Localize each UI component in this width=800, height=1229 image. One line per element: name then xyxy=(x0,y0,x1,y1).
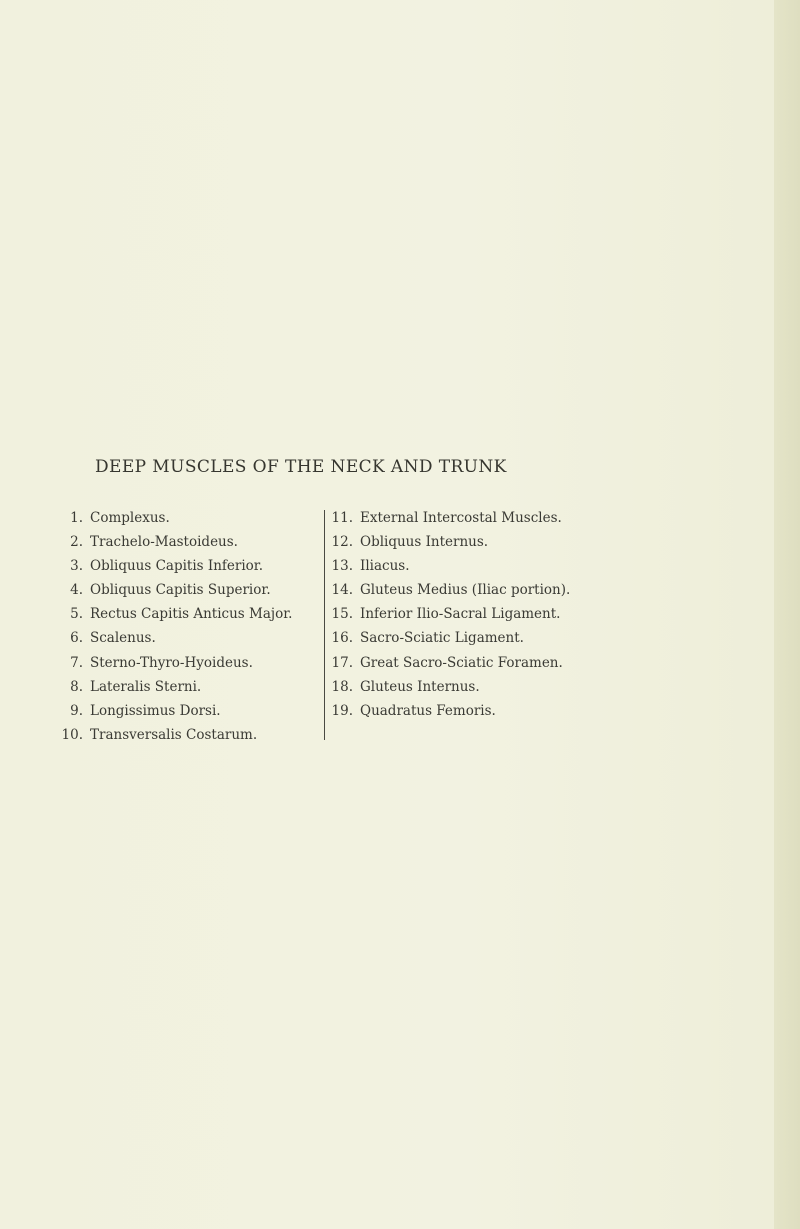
legend-item xyxy=(58,630,313,654)
legend-number: 11. xyxy=(331,510,353,526)
legend-number: 18. xyxy=(331,678,353,695)
legend-left-column xyxy=(58,510,313,751)
legend-item xyxy=(331,679,631,703)
legend-item xyxy=(331,582,631,606)
legend-item xyxy=(331,630,631,654)
legend-number: 14. xyxy=(331,582,353,599)
legend-item xyxy=(58,606,313,630)
legend-item xyxy=(58,655,313,679)
legend-item xyxy=(58,534,313,558)
legend-number: 7. xyxy=(70,654,83,671)
legend-label: Sacro-Sciatic Ligament. xyxy=(360,630,524,647)
page-title: DEEP MUSCLES OF THE NECK AND TRUNK xyxy=(95,457,507,477)
legend-label: Lateralis Sterni. xyxy=(90,678,202,695)
legend-label: Obliquus Capitis Superior. xyxy=(90,582,271,599)
legend-item xyxy=(331,558,631,582)
legend-label: Transversalis Costarum. xyxy=(90,726,258,743)
legend-number: 3. xyxy=(70,558,83,575)
legend-item xyxy=(58,582,313,606)
legend-number: 2. xyxy=(70,534,83,551)
legend-label: Scalenus. xyxy=(90,630,156,647)
legend-item xyxy=(58,679,313,703)
legend-item xyxy=(331,655,631,679)
legend-label: Quadratus Femoris. xyxy=(360,702,496,719)
legend-item xyxy=(331,510,631,534)
legend-item xyxy=(58,703,313,727)
legend-number: 16. xyxy=(331,630,353,647)
legend-number: 17. xyxy=(331,654,353,671)
page-edge xyxy=(774,0,800,1229)
legend-number: 8. xyxy=(70,678,83,695)
legend-label: Longissimus Dorsi. xyxy=(90,702,221,719)
legend-label: Complexus. xyxy=(90,510,170,526)
legend-label: Great Sacro-Sciatic Foramen. xyxy=(360,654,563,671)
legend-number: 13. xyxy=(331,558,353,575)
legend-label: Sterno-Thyro-Hyoideus. xyxy=(90,654,253,671)
legend-label: Iliacus. xyxy=(360,558,410,575)
legend-item xyxy=(58,510,313,534)
legend-label: External Intercostal Muscles. xyxy=(360,510,562,526)
legend-number: 10. xyxy=(61,726,83,743)
legend-number: 19. xyxy=(331,702,353,719)
legend-item xyxy=(331,534,631,558)
legend-label: Obliquus Capitis Inferior. xyxy=(90,558,264,575)
legend-label: Gluteus Medius (Iliac portion). xyxy=(360,582,571,599)
legend-label: Gluteus Internus. xyxy=(360,678,480,695)
legend-number: 5. xyxy=(70,606,83,623)
legend-number: 15. xyxy=(331,606,353,623)
legend-right-column xyxy=(324,510,631,740)
legend-number: 12. xyxy=(331,534,353,551)
legend-label: Rectus Capitis Anticus Major. xyxy=(90,606,293,623)
legend-number: 6. xyxy=(70,630,83,647)
legend-item xyxy=(331,606,631,630)
legend-number: 1. xyxy=(70,510,83,526)
legend-item xyxy=(331,703,631,727)
legend-item xyxy=(58,727,313,751)
legend-number: 4. xyxy=(70,582,83,599)
legend-number: 9. xyxy=(70,702,83,719)
legend-label: Inferior Ilio-Sacral Ligament. xyxy=(360,606,561,623)
legend-label: Trachelo-Mastoideus. xyxy=(90,534,238,551)
legend-label: Obliquus Internus. xyxy=(360,534,489,551)
legend-item xyxy=(58,558,313,582)
